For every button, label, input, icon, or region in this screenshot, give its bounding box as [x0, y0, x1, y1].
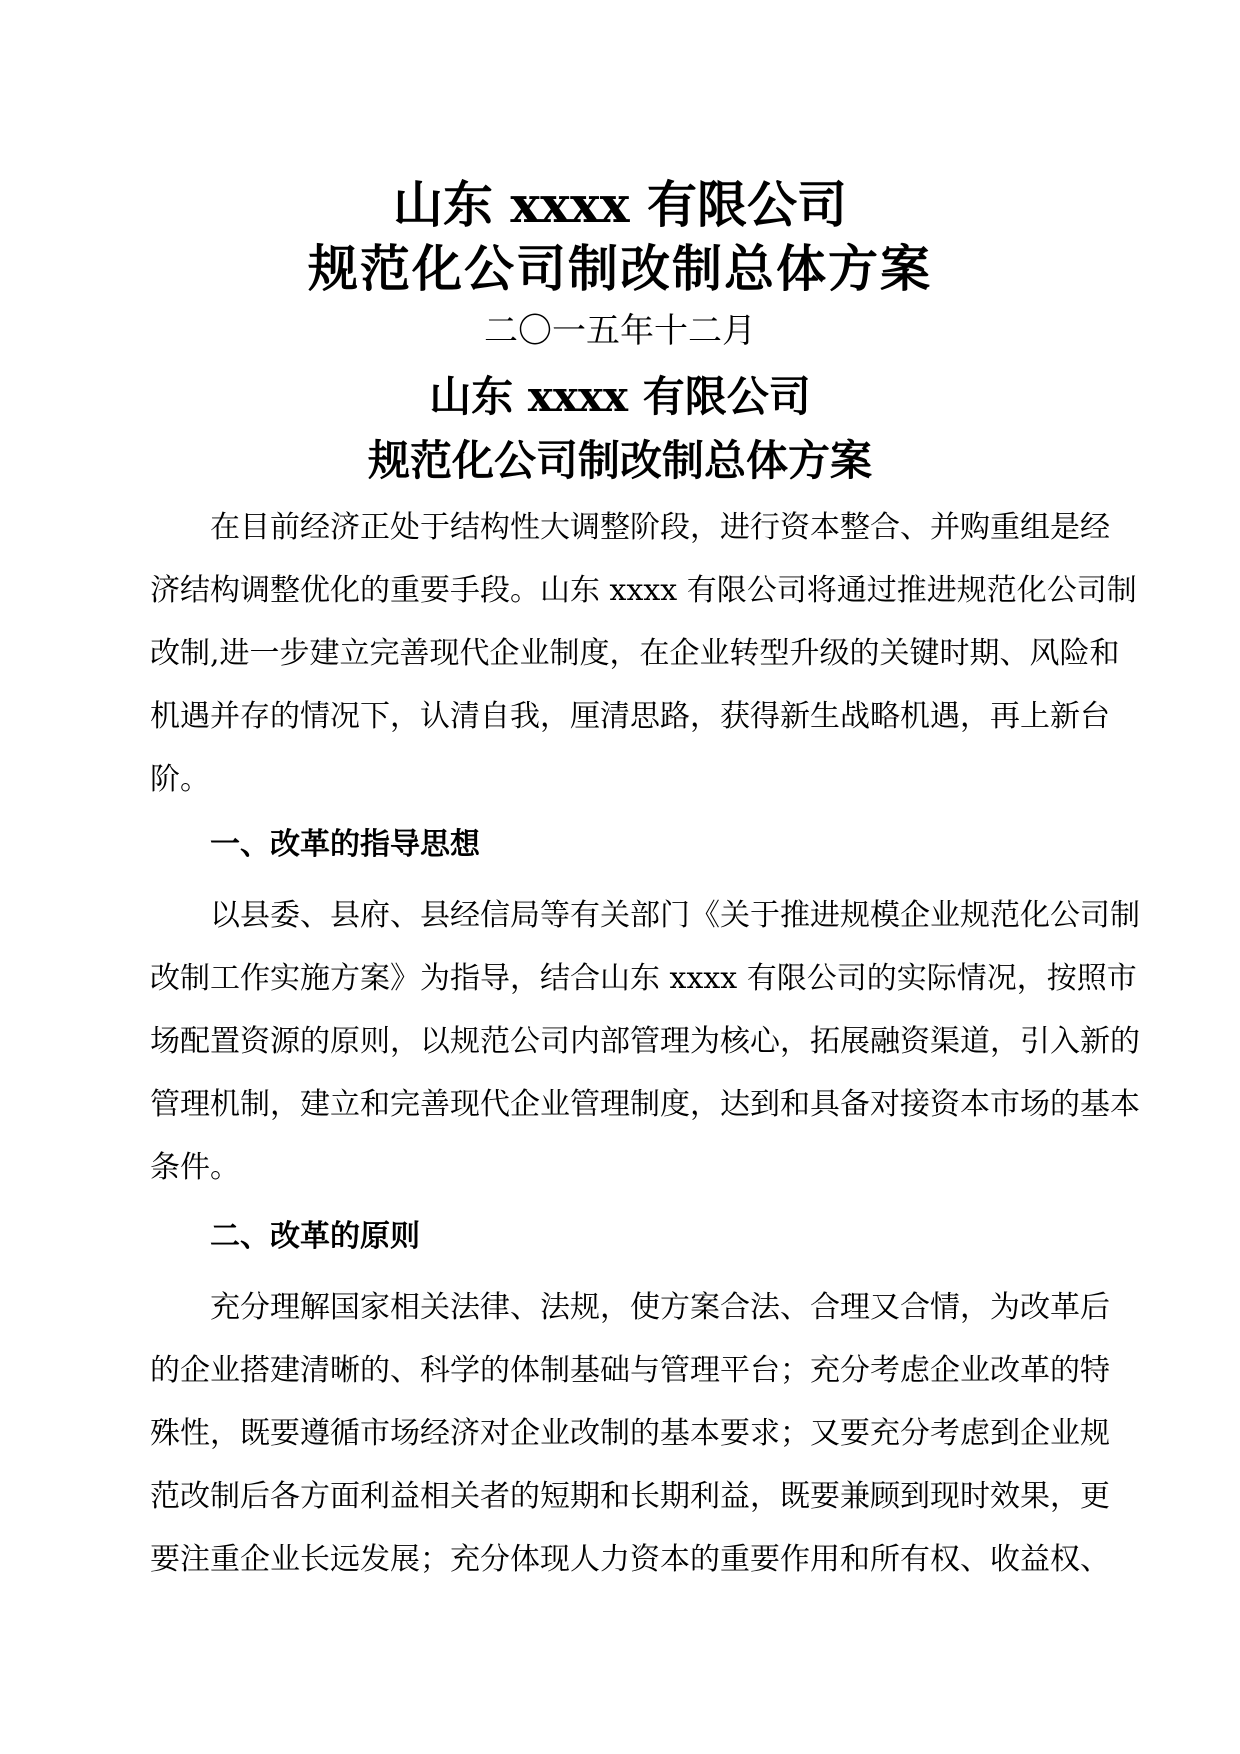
text-line: 机遇并存的情况下，认清自我，厘清思路，获得新生战略机遇，再上新台 [150, 699, 1110, 734]
section-heading-principles: 二、改革的原则 [210, 1219, 420, 1254]
text-line: 以县委、县府、县经信局等有关部门《关于推进规模企业规范化公司制 [210, 898, 1140, 933]
section-heading-guiding-ideology: 一、改革的指导思想 [210, 827, 480, 862]
text-line: 济结构调整优化的重要手段。山东 xxxx 有限公司将通过推进规范化公司制 [150, 573, 1137, 608]
cover-title-plan: 规范化公司制改制总体方案 [308, 239, 932, 298]
cover-date: 二〇一五年十二月 [484, 311, 756, 351]
title-plan: 规范化公司制改制总体方案 [367, 436, 872, 485]
text-line: 改制,进一步建立完善现代企业制度，在企业转型升级的关键时期、风险和 [150, 636, 1120, 671]
text-line: 殊性，既要遵循市场经济对企业改制的基本要求；又要充分考虑到企业规 [150, 1416, 1110, 1451]
text-line: 范改制后各方面利益相关者的短期和长期利益，既要兼顾到现时效果，更 [150, 1479, 1110, 1514]
intro-paragraph [150, 496, 1137, 811]
text-line: 场配置资源的原则，以规范公司内部管理为核心，拓展融资渠道，引入新的 [150, 1024, 1140, 1059]
section-paragraph-principles [150, 1276, 1110, 1591]
title-company: 山东 xxxx 有限公司 [429, 372, 811, 421]
text-line: 充分理解国家相关法律、法规，使方案合法、合理又合情，为改革后 [210, 1290, 1110, 1325]
section-paragraph-guiding-ideology [150, 884, 1140, 1199]
text-line: 改制工作实施方案》为指导，结合山东 xxxx 有限公司的实际情况，按照市 [150, 961, 1137, 996]
text-line: 管理机制，建立和完善现代企业管理制度，达到和具备对接资本市场的基本 [150, 1087, 1140, 1122]
text-line: 条件。 [150, 1150, 240, 1185]
text-line: 的企业搭建清晰的、科学的体制基础与管理平台；充分考虑企业改革的特 [150, 1353, 1110, 1388]
text-line: 在目前经济正处于结构性大调整阶段，进行资本整合、并购重组是经 [210, 510, 1110, 545]
text-line: 要注重企业长远发展；充分体现人力资本的重要作用和所有权、收益权、 [150, 1542, 1110, 1577]
text-line: 阶。 [150, 762, 210, 797]
cover-title-company: 山东 xxxx 有限公司 [392, 175, 848, 234]
